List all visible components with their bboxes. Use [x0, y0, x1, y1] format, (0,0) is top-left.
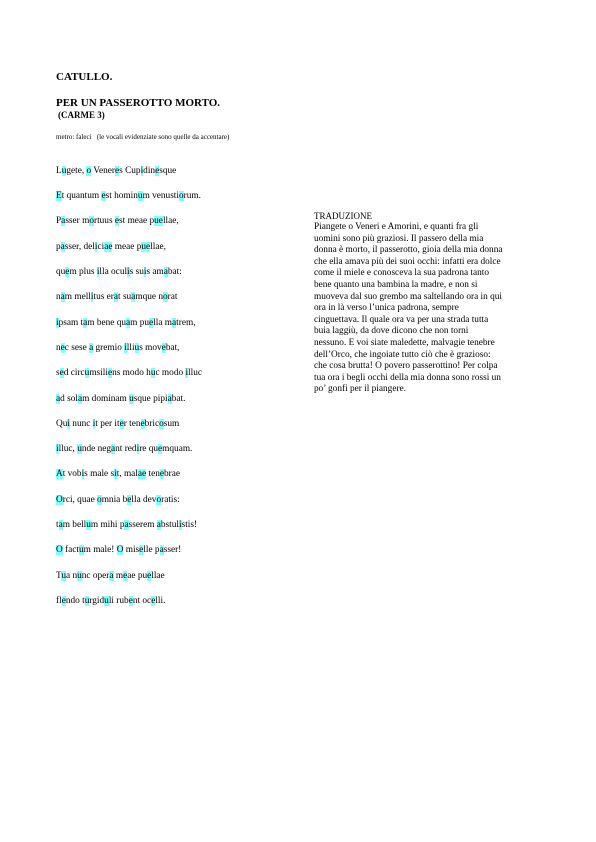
poem-number: (CARME 3) [58, 110, 105, 120]
accented-vowel: e [107, 368, 113, 378]
verse-text: m bene qu [87, 318, 127, 328]
verse-text: li rub [108, 596, 129, 606]
verse-text: lla ocul [99, 267, 128, 277]
verse-text: sque [159, 166, 177, 176]
verse-text: s su [129, 267, 144, 277]
accented-vowel: u [134, 343, 140, 353]
accented-vowel: a [124, 520, 129, 530]
verse-text: m male! [83, 545, 117, 555]
accented-vowel: i [56, 318, 59, 328]
accented-vowel: e [139, 545, 144, 555]
verse-text: a n [66, 571, 78, 581]
accented-vowel: a [109, 571, 114, 581]
translation-line: bene quanto una bambina la madre, e non si [314, 279, 478, 290]
meter-note: metro: faleci (le vocali evidenziate sono quelle da accentare) [56, 133, 230, 141]
translation-text [314, 222, 544, 396]
translation-line: Piangete o Veneri e Amorini, e quanti fra gli [314, 222, 479, 232]
translation-line: come il miele e conosceva la sua padrona tanto [314, 268, 490, 279]
verse-text: trem, [176, 318, 196, 328]
accented-vowel: i [140, 166, 144, 176]
translation-line: po’ gonfi per il piangere. [314, 384, 406, 395]
accented-vowel: a [131, 292, 136, 302]
verse-text: p [56, 242, 61, 252]
accented-vowel: ue [141, 242, 151, 252]
verse-text: bstul [160, 520, 179, 530]
translation-line: uomini sono più graziosi. Il passero della mia [314, 233, 484, 244]
verse-text: gete, [66, 166, 87, 176]
verse-text: rtuus [93, 216, 115, 226]
verse-text: sser! [163, 545, 182, 555]
accented-vowel: o [156, 495, 162, 505]
translation-line: nessuno. E voi siate maledette, malvagie tenebre [314, 337, 495, 348]
verse-text: fl [56, 596, 62, 606]
verse-text: re qu [139, 444, 159, 454]
verse-text: fact [62, 545, 79, 555]
verse-text: m [113, 571, 124, 581]
accented-vowel: e [61, 596, 66, 606]
verse-text: brae [164, 469, 180, 479]
verse-text: nc oper [81, 571, 110, 581]
verse-text: qu [56, 267, 66, 277]
verse-text: lla dev [131, 495, 157, 505]
verse-text: st meae p [119, 216, 155, 226]
verse-text: sque pipi [133, 394, 168, 404]
verse-text: rgid [89, 596, 105, 606]
verse-text: s mov [139, 343, 162, 353]
accented-vowel: a [58, 520, 63, 530]
accented-vowel: e [127, 495, 132, 505]
verse-line [56, 242, 166, 253]
verse-text: s male s [84, 469, 115, 479]
verse-text: ns modo h [112, 368, 151, 378]
accented-vowel: e [101, 191, 106, 201]
accented-vowel: i [56, 444, 59, 454]
verse-text: t vob [62, 469, 82, 479]
accented-vowel: i [96, 267, 100, 277]
verse-text: t quantum [61, 191, 102, 201]
verse-line [56, 571, 165, 582]
verse-text: mquam. [162, 444, 193, 454]
verse-text: s am [146, 267, 164, 277]
accented-vowel: e [140, 419, 145, 429]
verse-text: d circ [63, 368, 85, 378]
translation-line: ora in là verso l’unica padrona, sempre [314, 303, 459, 314]
verse-text: lluc, [58, 444, 78, 454]
verse-text: ci [97, 242, 105, 252]
verse-text: bric [144, 419, 160, 429]
accented-vowel: a [83, 318, 88, 328]
accented-vowel: i [81, 469, 85, 479]
accented-vowel: i [67, 419, 70, 429]
accented-vowel: i [127, 267, 130, 277]
verse-text: sser m [65, 216, 90, 226]
translation-line: dell’Orco, che ingoiate tutto ciò che è grazioso: [314, 349, 491, 360]
verse-line [56, 444, 192, 455]
accented-vowel: u [150, 368, 156, 378]
accented-vowel: e [123, 571, 128, 581]
verse-line [56, 292, 177, 303]
verse-text: c modo [155, 368, 186, 378]
accented-vowel: e [65, 267, 70, 277]
verse-text: m mihi p [90, 520, 125, 530]
accented-vowel: u [61, 166, 67, 176]
verse-text: lla m [153, 318, 173, 328]
verse-text: st homin [105, 191, 138, 201]
verse-text: m mell [64, 292, 91, 302]
verse-line [56, 394, 185, 405]
accented-vowel: u [129, 394, 134, 404]
accented-vowel: i [94, 242, 98, 252]
verse-line [56, 343, 180, 354]
verse-text: nt oc [132, 596, 152, 606]
verse-text: nde neg [81, 444, 112, 454]
accented-vowel: a [111, 444, 116, 454]
accented-vowel: ae [137, 469, 147, 479]
verse-text: llae [151, 571, 165, 581]
accented-vowel: a [56, 394, 61, 404]
verse-text: llae, [162, 216, 179, 226]
verse-text: c sese [64, 343, 90, 353]
verse-line [56, 166, 176, 177]
verse-text: mque n [135, 292, 163, 302]
verse-line [56, 495, 180, 506]
accented-vowel: O [116, 545, 124, 555]
verse-text: lluc [188, 368, 202, 378]
verse-text: s Cup [119, 166, 141, 176]
verse-text: bat, [165, 343, 180, 353]
verse-text: m plus [69, 267, 97, 277]
accented-vowel: i [143, 267, 147, 277]
translation-line: donna è morto, il passerotto, gioia della mia donna [314, 245, 503, 256]
verse-text: nunc [69, 419, 93, 429]
author: CATULLO. [56, 71, 113, 83]
verse-text: stis! [181, 520, 198, 530]
verse-text: n [56, 292, 61, 302]
accented-vowel: i [124, 343, 127, 353]
translation-line: che ella amava più dei suoi occhi: infatti era dolce [314, 256, 501, 267]
verse-text: ndo t [65, 596, 85, 606]
accented-vowel: u [61, 571, 67, 581]
verse-text: m dominam [82, 394, 130, 404]
accented-vowel: e [59, 368, 64, 378]
accented-vowel: o [97, 495, 102, 505]
accented-vowel: u [77, 444, 82, 454]
accented-vowel: e [158, 444, 163, 454]
verse-text: din [143, 166, 156, 176]
accented-vowel: a [60, 242, 65, 252]
verse-line [56, 191, 201, 202]
accented-vowel: u [78, 545, 84, 555]
accented-vowel: i [92, 419, 96, 429]
verse-line [56, 368, 202, 379]
accented-vowel: u [84, 596, 90, 606]
verse-text: ten [146, 469, 160, 479]
verse-text: n [56, 343, 61, 353]
verse-text: msili [89, 368, 108, 378]
verse-text: psam t [58, 318, 84, 328]
accented-vowel: o [178, 191, 184, 201]
accented-vowel: e [114, 166, 120, 176]
accented-vowel: u [86, 520, 91, 530]
accented-vowel: i [114, 469, 117, 479]
accented-vowel: a [126, 318, 131, 328]
accented-vowel: A [56, 469, 63, 479]
verse-text: t, mal [116, 469, 138, 479]
verse-text: t [56, 520, 59, 530]
verse-text: sser, del [64, 242, 95, 252]
accented-vowel: o [159, 419, 164, 429]
verse-text: tus er [93, 292, 114, 302]
verse-line [56, 520, 197, 531]
accented-vowel: u [137, 191, 143, 201]
accented-vowel: i [185, 368, 189, 378]
verse-text: L [56, 166, 62, 176]
accented-vowel: i [90, 292, 94, 302]
accented-vowel: a [159, 545, 164, 555]
accented-vowel: a [167, 394, 172, 404]
accented-vowel: a [77, 394, 83, 404]
verse-text: bat: [167, 267, 182, 277]
verse-text: s [56, 368, 60, 378]
accented-vowel: i [136, 444, 140, 454]
verse-text: sum [163, 419, 180, 429]
verse-line [56, 596, 165, 607]
verse-text: gremio [93, 343, 125, 353]
accented-vowel: a [156, 520, 161, 530]
accented-vowel: ae [104, 242, 113, 252]
verse-line [56, 318, 196, 329]
verse-text: P [56, 216, 62, 226]
accented-vowel: u [84, 368, 90, 378]
verse-text: bat. [171, 394, 186, 404]
verse-text: ae pu [127, 571, 148, 581]
translation-line: buia laggiù, da dove dicono che non torni [314, 326, 469, 337]
translation-line: cinguettava. Il quale ora va per una strada tutta [314, 314, 489, 325]
accented-vowel: e [161, 343, 166, 353]
verse-text: t per it [95, 419, 120, 429]
verse-text: sserem [128, 520, 157, 530]
translation-line: muoveva dal suo grembo ma saltellando ora in qui [314, 291, 502, 302]
verse-text: d sol [60, 394, 78, 404]
verse-text: llae, [150, 242, 166, 252]
accented-vowel: O [56, 495, 63, 505]
accented-vowel: e [128, 596, 133, 606]
accented-vowel: u [104, 596, 109, 606]
poem-title: PER UN PASSEROTTO MORTO. [56, 97, 221, 109]
translation-heading: TRADUZIONE [314, 211, 372, 221]
accented-vowel: a [163, 267, 168, 277]
accented-vowel: a [60, 292, 65, 302]
translation-line: tua ora i begli occhi della mia donna sono rossi un [314, 372, 501, 383]
verse-text: m pu [130, 318, 150, 328]
verse-text: lli [126, 343, 135, 353]
accented-vowel: e [159, 469, 164, 479]
verse-text: m bell [62, 520, 87, 530]
verse-text: T [56, 571, 62, 581]
verse-text: rci, quae [62, 495, 98, 505]
accented-vowel: ue [154, 216, 163, 226]
verse-line [56, 545, 181, 556]
accented-vowel: e [151, 596, 156, 606]
accented-vowel: a [113, 292, 119, 302]
verse-text: ratis: [161, 495, 180, 505]
verse-text: mis [123, 545, 140, 555]
verse-text: Qu [56, 419, 68, 429]
verse-text: r ten [123, 419, 141, 429]
translation-line: che cosa brutta! O povero passerottino! Per colpa [314, 361, 498, 372]
accented-vowel: i [178, 520, 182, 530]
accented-vowel: o [86, 166, 92, 176]
verse-line [56, 216, 179, 227]
verse-text: lli. [155, 596, 166, 606]
verse-text: m venusti [142, 191, 179, 201]
accented-vowel: e [114, 216, 120, 226]
accented-vowel: e [147, 571, 152, 581]
accented-vowel: o [89, 216, 94, 226]
verse-line [56, 267, 182, 278]
accented-vowel: a [61, 216, 66, 226]
verse-line [56, 469, 180, 480]
accented-vowel: e [60, 343, 65, 353]
accented-vowel: e [149, 318, 154, 328]
accented-vowel: e [155, 166, 160, 176]
verse-text: Vener [91, 166, 115, 176]
verse-text: rum. [183, 191, 201, 201]
accented-vowel: a [172, 318, 177, 328]
verse-line [56, 419, 179, 430]
accented-vowel: e [119, 419, 124, 429]
accented-vowel: o [163, 292, 168, 302]
verse-text: t su [118, 292, 132, 302]
accented-vowel: a [89, 343, 94, 353]
accented-vowel: u [77, 571, 82, 581]
accented-vowel: E [56, 191, 62, 201]
accented-vowel: O [56, 545, 63, 555]
verse-text: mnia b [101, 495, 128, 505]
verse-text: meae p [112, 242, 142, 252]
verse-text: lle p [143, 545, 160, 555]
verse-text: rat [167, 292, 178, 302]
verse-text: nt red [115, 444, 137, 454]
